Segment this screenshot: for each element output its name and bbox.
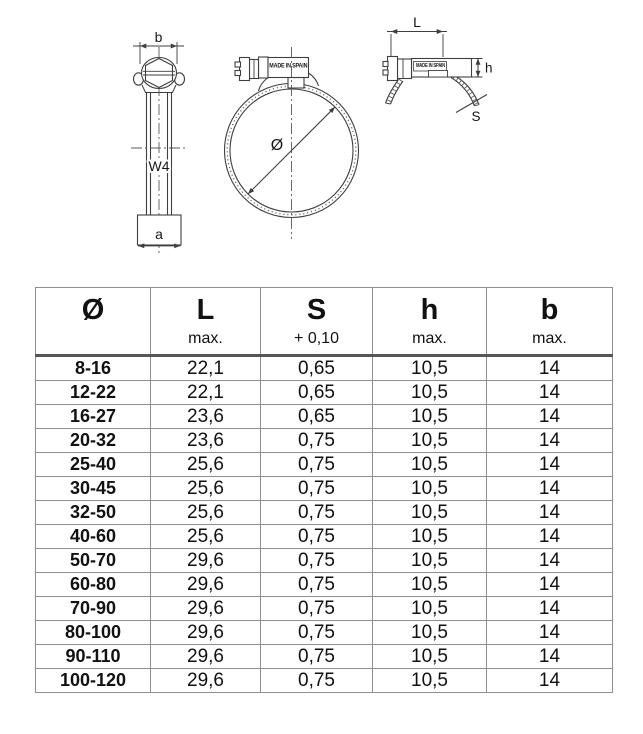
cell-l: 25,6 xyxy=(151,501,261,525)
label-b: b xyxy=(154,29,163,45)
table-row xyxy=(36,356,613,381)
cell-l: 25,6 xyxy=(151,525,261,549)
dim-h xyxy=(472,59,483,78)
cell-diameter-range: 20-32 xyxy=(36,429,151,453)
cell-s: 0,75 xyxy=(261,453,373,477)
cell-l: 29,6 xyxy=(151,597,261,621)
col-header-sub: max. xyxy=(532,330,567,347)
cell-s: 0,65 xyxy=(261,405,373,429)
cell-diameter-range: 12-22 xyxy=(36,381,151,405)
col-header-label: S xyxy=(306,294,327,326)
col-header-sub: max. xyxy=(188,330,223,347)
col-header-s xyxy=(261,288,373,356)
cell-diameter-range: 30-45 xyxy=(36,477,151,501)
front-view xyxy=(131,29,187,253)
cell-diameter-range: 100-120 xyxy=(36,669,151,693)
table-row xyxy=(36,405,613,429)
cell-h: 10,5 xyxy=(373,501,487,525)
cell-b: 14 xyxy=(487,405,613,429)
cell-b: 14 xyxy=(487,645,613,669)
cell-s: 0,65 xyxy=(261,381,373,405)
dim-l xyxy=(387,32,447,58)
cell-s: 0,75 xyxy=(261,645,373,669)
made-in-spain-text: MADE IN SPAIN xyxy=(269,62,308,70)
cell-diameter-range: 70-90 xyxy=(36,597,151,621)
cell-s: 0,75 xyxy=(261,669,373,693)
col-header-h xyxy=(373,288,487,356)
cell-h: 10,5 xyxy=(373,669,487,693)
cell-h: 10,5 xyxy=(373,429,487,453)
cell-s: 0,75 xyxy=(261,621,373,645)
side-view xyxy=(225,47,359,239)
col-header-label: L xyxy=(196,294,215,326)
table-row xyxy=(36,573,613,597)
cell-b: 14 xyxy=(487,356,613,381)
cell-l: 29,6 xyxy=(151,645,261,669)
top-view xyxy=(383,14,493,124)
cell-h: 10,5 xyxy=(373,621,487,645)
table-row xyxy=(36,501,613,525)
cell-l: 29,6 xyxy=(151,669,261,693)
spec-table xyxy=(35,287,613,693)
cell-l: 29,6 xyxy=(151,621,261,645)
cell-h: 10,5 xyxy=(373,381,487,405)
cell-s: 0,65 xyxy=(261,356,373,381)
header-row xyxy=(36,288,613,356)
table-row xyxy=(36,597,613,621)
cell-diameter-range: 80-100 xyxy=(36,621,151,645)
cell-s: 0,75 xyxy=(261,525,373,549)
label-l: L xyxy=(413,14,421,30)
cell-b: 14 xyxy=(487,669,613,693)
label-h: h xyxy=(485,60,493,76)
table-row xyxy=(36,645,613,669)
cell-b: 14 xyxy=(487,453,613,477)
col-header-label: Ø xyxy=(81,294,105,326)
cell-l: 25,6 xyxy=(151,453,261,477)
cell-h: 10,5 xyxy=(373,356,487,381)
cell-diameter-range: 90-110 xyxy=(36,645,151,669)
cell-b: 14 xyxy=(487,381,613,405)
table-row xyxy=(36,525,613,549)
cell-b: 14 xyxy=(487,525,613,549)
label-s: S xyxy=(471,109,481,124)
cell-l: 23,6 xyxy=(151,405,261,429)
col-header-diameter xyxy=(36,288,151,356)
technical-drawing xyxy=(0,0,643,282)
cell-s: 0,75 xyxy=(261,477,373,501)
cell-s: 0,75 xyxy=(261,501,373,525)
cell-l: 22,1 xyxy=(151,356,261,381)
col-header-b xyxy=(487,288,613,356)
cell-h: 10,5 xyxy=(373,597,487,621)
table-row xyxy=(36,429,613,453)
cell-diameter-range: 50-70 xyxy=(36,549,151,573)
cell-s: 0,75 xyxy=(261,549,373,573)
table-row xyxy=(36,477,613,501)
col-header-l xyxy=(151,288,261,356)
table-row xyxy=(36,621,613,645)
label-diameter: Ø xyxy=(270,137,284,154)
cell-diameter-range: 60-80 xyxy=(36,573,151,597)
made-in-spain-text: MADE IN SPAIN xyxy=(416,62,446,69)
label-w4: W4 xyxy=(148,158,170,174)
table-row xyxy=(36,669,613,693)
cell-s: 0,75 xyxy=(261,597,373,621)
cell-h: 10,5 xyxy=(373,525,487,549)
cell-diameter-range: 40-60 xyxy=(36,525,151,549)
cell-s: 0,75 xyxy=(261,573,373,597)
cell-h: 10,5 xyxy=(373,477,487,501)
col-header-label: b xyxy=(540,294,559,326)
cell-l: 29,6 xyxy=(151,549,261,573)
col-header-sub xyxy=(36,331,150,354)
label-a: a xyxy=(155,226,163,242)
cell-diameter-range: 25-40 xyxy=(36,453,151,477)
cell-l: 23,6 xyxy=(151,429,261,453)
table-row xyxy=(36,381,613,405)
table-row xyxy=(36,549,613,573)
cell-s: 0,75 xyxy=(261,429,373,453)
col-header-label: h xyxy=(420,294,439,326)
cell-b: 14 xyxy=(487,477,613,501)
cell-h: 10,5 xyxy=(373,453,487,477)
cell-b: 14 xyxy=(487,597,613,621)
cell-b: 14 xyxy=(487,621,613,645)
cell-h: 10,5 xyxy=(373,549,487,573)
cell-b: 14 xyxy=(487,429,613,453)
cell-l: 25,6 xyxy=(151,477,261,501)
cell-l: 29,6 xyxy=(151,573,261,597)
table-row xyxy=(36,453,613,477)
cell-l: 22,1 xyxy=(151,381,261,405)
cell-b: 14 xyxy=(487,573,613,597)
spec-table-wrap xyxy=(35,287,612,693)
cell-diameter-range: 32-50 xyxy=(36,501,151,525)
cell-h: 10,5 xyxy=(373,405,487,429)
col-header-sub: + 0,10 xyxy=(294,330,339,347)
cell-b: 14 xyxy=(487,549,613,573)
cell-diameter-range: 8-16 xyxy=(36,356,151,381)
band-top xyxy=(386,77,480,107)
cell-diameter-range: 16-27 xyxy=(36,405,151,429)
cell-h: 10,5 xyxy=(373,645,487,669)
col-header-sub: max. xyxy=(412,330,447,347)
cell-h: 10,5 xyxy=(373,573,487,597)
cell-b: 14 xyxy=(487,501,613,525)
clamp-drawing-svg xyxy=(0,0,643,282)
